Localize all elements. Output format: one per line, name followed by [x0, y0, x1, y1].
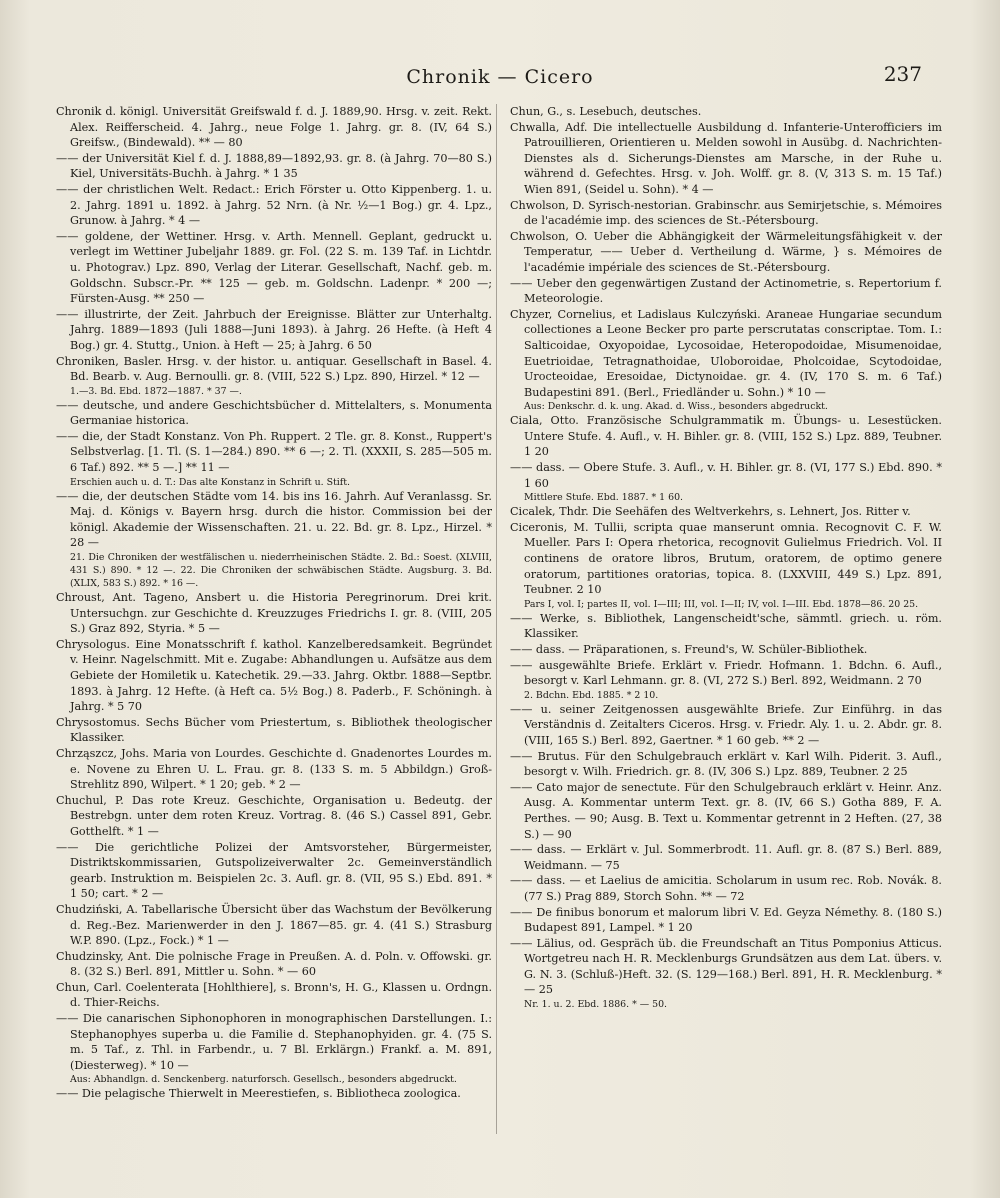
bibliography-entry: —— der christlichen Welt. Redact.: Erich Förster u. Otto Kippenberg. 1. u. 2. Jahrg. 1891 u. 1892. à Jahrg. 52 Nrn. (à Nr. ½—1 Bog.) gr. 4. Lpz., Grunow. à Jahrg. * 4 — [56, 182, 492, 228]
bibliography-entry: —— Lälius, od. Gespräch üb. die Freundschaft an Titus Pomponius Atticus. Wortgetreu nach H. R. Mecklenburgs Grundsätzen aus dem Lat. übers. v. G. N. 3. (Schluß-)Heft. 32. (S. 129—168.) Berl. 891, H. R. Mecklenburg. * — 25 [510, 936, 942, 997]
bibliography-entry: —— dass. — Präparationen, s. Freund's, W. Schüler-Bibliothek. [510, 643, 868, 656]
entry-note: 21. Die Chroniken der westfälischen u. niederrheinischen Städte. 2. Bd.: Soest. (XLVIII, 431 S.) 890. * 12 —. 22. Die Chroniken der schwäbischen Städte. Augsburg. 3. Bd. (XLIX, 583 S.) 892. * 16 —. [70, 552, 492, 590]
bibliography-entry: —— Ueber den gegenwärtigen Zustand der Actinometrie, s. Repertorium f. Meteorologie. [510, 276, 942, 306]
bibliography-entry: —— ausgewählte Briefe. Erklärt v. Friedr. Hofmann. 1. Bdchn. 6. Aufl., besorgt v. Karl Lehmann. gr. 8. (VI, 272 S.) Berl. 892, Weidmann. 2 70 [510, 658, 942, 688]
bibliography-entry: —— die, der deutschen Städte vom 14. bis ins 16. Jahrh. Auf Veranlassg. Sr. Maj. d. Königs v. Bayern hrsg. durch die histor. Commission bei der königl. Akademie der Wissenschaften. 21. u. 22. Bd. gr. 8. Lpz., Hirzel. * 28 — [56, 489, 492, 550]
entry-note: Aus: Denkschr. d. k. ung. Akad. d. Wiss., besonders abgedruckt. [524, 401, 828, 413]
bibliography-entry: Chrząszcz, Johs. Maria von Lourdes. Geschichte d. Gnadenortes Lourdes m. e. Novene zu Ehren U. L. Frau. gr. 8. (133 S. m. 5 Abbildgn.) Groß-Strehlitz 890, Wilpert. * 1 20; geb. * 2 — [56, 746, 492, 792]
bibliography-entry: Chrysologus. Eine Monatsschrift f. kathol. Kanzelberedsamkeit. Begründet v. Heinr. Nagelschmitt. Mit e. Zugabe: Abhandlungen u. Aufsätze aus dem Gebiete der Homiletik u. Katechetik. 29.—33. Jahrg. Oktbr. 1888—Septbr. 1893. à Jahrg. 12 Hefte. (à Heft ca. 5½ Bog.) 8. Paderb., F. Schöningh. à Jahrg. * 5 70 [56, 637, 492, 714]
bibliography-entry: —— der Universität Kiel f. d. J. 1888,89—1892,93. gr. 8. (à Jahrg. 70—80 S.) Kiel, Universitäts-Buchh. à Jahrg. * 1 35 [56, 151, 492, 181]
entry-note: Aus: Abhandlgn. d. Senckenberg. naturforsch. Gesellsch., besonders abgedruckt. [70, 1074, 457, 1086]
entry-note: Pars I, vol. I; partes II, vol. I—III; III, vol. I—II; IV, vol. I—III. Ebd. 1878—86. 20 25. [524, 598, 919, 610]
bibliography-entry: —— Die pelagische Thierwelt in Meerestiefen, s. Bibliotheca zoologica. [56, 1087, 461, 1101]
bibliography-entry: —— dass. — Erklärt v. Jul. Sommerbrodt. 11. Aufl. gr. 8. (87 S.) Berl. 889, Weidmann. — 75 [510, 843, 942, 872]
bibliography-entry: —— Werke, s. Bibliothek, Langenscheidt'sche, sämmtl. griech. u. röm. Klassiker. [510, 611, 942, 641]
bibliography-entry: —— die, der Stadt Konstanz. Von Ph. Ruppert. 2 Tle. gr. 8. Konst., Ruppert's Selbstverlag. [1. Tl. (S. 1—284.) 890. ** 6 —; 2. Tl. (XXXII, S. 285—505 m. 6 Taf.) 892. ** 5 —.] ** 11 — [56, 429, 492, 475]
bibliography-entry: —— Brutus. Für den Schulgebrauch erklärt v. Karl Wilh. Piderit. 3. Aufl., besorgt v. Wilh. Friedrich. gr. 8. (IV, 306 S.) Lpz. 889, Teubner. 2 25 [510, 749, 942, 779]
entry-note: Nr. 1. u. 2. Ebd. 1886. * — 50. [524, 999, 668, 1011]
page-header [0, 62, 1000, 92]
entry-note: 2. Bdchn. Ebd. 1885. * 2 10. [524, 689, 659, 701]
bibliography-entry: Chyzer, Cornelius, et Ladislaus Kulczyński. Araneae Hungariae secundum collectiones a Leone Becker pro parte perscrutatas conscriptae. Tom. I.: Salticoidae, Oxyopoidae, Lycosoidae, Heteropodoidae, Misumenoidae, Euetrioidae, Tetragnathoidae, Uloboroidae, Pholcoidae, Scytodoidae, Urocteoidae, Eresoidae, Dictynoidae. gr. 4. (IV, 170 S. m. 6 Taf.) Budapestini 891. (Berl., Friedländer u. Sohn.) * 10 — [510, 307, 942, 399]
bibliography-entry: Chun, G., s. Lesebuch, deutsches. [510, 105, 702, 118]
bibliography-entry: Chroniken, Basler. Hrsg. v. der histor. u. antiquar. Gesellschaft in Basel. 4. Bd. Bearb. v. Aug. Bernoulli. gr. 8. (VIII, 522 S.) Lpz. 890, Hirzel. * 12 — [56, 354, 492, 384]
running-title: Chronik — Cicero [406, 66, 594, 88]
bibliography-entry: Chwolson, O. Ueber die Abhängigkeit der Wärmeleitungsfähigkeit v. der Temperatur, —— Ueber d. Vertheilung d. Wärme, } s. Mémoires de l'académie impériale des sciences de St.-Pétersbourg. [510, 229, 942, 274]
bibliography-entry: —— goldene, der Wettiner. Hrsg. v. Arth. Mennell. Geplant, gedruckt u. verlegt im Wettiner Jubeljahr 1889. gr. Fol. (22 S. m. 139 Taf. in Lichtdr. u. Photograv.) Lpz. 890, Verlag der Literar. Gesellschaft, Nachf. geb. m. Goldschn. Subscr.-Pr. ** 125 — geb. m. Goldschn. Ladenpr. * 200 —; Fürsten-Ausg. ** 250 — [56, 229, 492, 306]
bibliography-entry: Chuchul, P. Das rote Kreuz. Geschichte, Organisation u. Bedeutg. der Bestrebgn. unter dem roten Kreuz. Vortrag. 8. (46 S.) Cassel 891, Gebr. Gotthelft. * 1 — [56, 793, 492, 838]
bibliography-entry: —— u. seiner Zeitgenossen ausgewählte Briefe. Zur Einführg. in das Verständnis d. Zeitalters Ciceros. Hrsg. v. Friedr. Aly. 1. u. 2. Abdr. gr. 8. (VIII, 165 S.) Berl. 892, Gaertner. * 1 60 geb. ** 2 — [510, 702, 942, 747]
bibliography-entry: Chwolson, D. Syrisch-nestorian. Grabinschr. aus Semirjetschie, s. Mémoires de l'académie imp. des sciences de St.-Pétersbourg. [510, 198, 942, 228]
page-number: 237 [883, 62, 922, 86]
entry-note: Erschien auch u. d. T.: Das alte Konstanz in Schrift u. Stift. [70, 476, 351, 488]
column-divider [496, 104, 497, 1134]
bibliography-entry: —— dass. — Obere Stufe. 3. Aufl., v. H. Bihler. gr. 8. (VI, 177 S.) Ebd. 890. * 1 60 [510, 461, 942, 490]
bibliography-entry: Ciala, Otto. Französische Schulgrammatik m. Übungs- u. Lesestücken. Untere Stufe. 4. Aufl., v. H. Bihler. gr. 8. (VIII, 152 S.) Lpz. 889, Teubner. 1 20 [510, 414, 942, 459]
bibliography-entry: —— deutsche, und andere Geschichtsbücher d. Mittelalters, s. Monumenta Germaniae historica. [56, 398, 492, 428]
bibliography-entry: Ciceronis, M. Tullii, scripta quae manserunt omnia. Recognovit C. F. W. Mueller. Pars I: Opera rhetorica, recognovit Gulielmus Friedrich. Vol. II continens de oratore libros, Brutum, oratorem, de optimo genere oratorum, partitiones oratorias, topica. 8. (LXXVIII, 449 S.) Lpz. 891, Teubner. 2 10 [510, 520, 942, 597]
bibliography-entry: —— dass. — et Laelius de amicitia. Scholarum in usum rec. Rob. Novák. 8. (77 S.) Prag 889, Storch Sohn. ** — 72 [510, 874, 942, 903]
entry-note: Mittlere Stufe. Ebd. 1887. * 1 60. [524, 492, 684, 504]
bibliography-entry: Chudzinsky, Ant. Die polnische Frage in Preußen. A. d. Poln. v. Offowski. gr. 8. (32 S.) Berl. 891, Mittler u. Sohn. * — 60 [56, 949, 492, 979]
bibliography-entry: Chrysostomus. Sechs Bücher vom Priestertum, s. Bibliothek theologischer Klassiker. [56, 715, 492, 745]
right-column [510, 104, 942, 1011]
bibliography-entry: Chun, Carl. Coelenterata [Hohlthiere], s. Bronn's, H. G., Klassen u. Ordngn. d. Thier-Reichs. [56, 980, 492, 1010]
bibliography-entry: Chroust, Ant. Tageno, Ansbert u. die Historia Peregrinorum. Drei krit. Untersuchgn. zur Geschichte d. Kreuzzuges Friedrichs I. gr. 8. (VIII, 205 S.) Graz 892, Styria. * 5 — [56, 591, 492, 636]
bibliography-entry: —— Cato major de senectute. Für den Schulgebrauch erklärt v. Heinr. Anz. Ausg. A. Kommentar unterm Text. gr. 8. (IV, 66 S.) Gotha 889, F. A. Perthes. — 90; Ausg. B. Text u. Kommentar getrennt in 2 Heften. (27, 38 S.) — 90 [510, 780, 942, 841]
bibliography-entry: —— Die canarischen Siphonophoren in monographischen Darstellungen. I.: Stephanophyes superba u. die Familie d. Stephanophyiden. gr. 4. (75 S. m. 5 Taf., z. Thl. in Farbendr., u. 7 Bl. Erklärgn.) Frankf. a. M. 891, (Diesterweg). * 10 — [56, 1012, 492, 1072]
bibliography-entry: —— illustrirte, der Zeit. Jahrbuch der Ereignisse. Blätter zur Unterhaltg. Jahrg. 1889—1893 (Juli 1888—Juni 1893). à Jahrg. 26 Hefte. (à Heft 4 Bog.) gr. 4. Stuttg., Union. à Heft — 25; à Jahrg. 6 50 [56, 307, 492, 352]
left-column [56, 104, 492, 1102]
bibliography-entry: —— De finibus bonorum et malorum libri V. Ed. Geyza Némethy. 8. (180 S.) Budapest 891, Lampel. * 1 20 [510, 905, 942, 935]
bibliography-entry: Cicalek, Thdr. Die Seehäfen des Weltverkehrs, s. Lehnert, Jos. Ritter v. [510, 505, 911, 519]
bibliography-entry: Chwalla, Adf. Die intellectuelle Ausbildung d. Infanterie-Unterofficiers im Patrouillieren, Orientieren u. Melden sowohl in Ausübg. d. Nachrichten-Dienstes als d. Sicherungs-Dienstes am Marsche, in der Ruhe u. während d. Gefechtes. Hrsg. v. Joh. Wolff. gr. 8. (V, 313 S. m. 15 Taf.) Wien 891, (Seidel u. Sohn). * 4 — [510, 120, 942, 196]
bibliography-entry: Chronik d. königl. Universität Greifswald f. d. J. 1889,90. Hrsg. v. zeit. Rekt. Alex. Reifferscheid. 4. Jahrg., neue Folge 1. Jahrg. gr. 8. (IV, 64 S.) Greifsw., (Bindewald). ** — 80 [56, 105, 492, 150]
bibliography-entry: —— Die gerichtliche Polizei der Amtsvorsteher, Bürgermeister, Distriktskommissarien, Gutspolizeiverwalter 2c. Gemeinverständlich gearb. Instruktion m. Beispielen 2c. 3. Aufl. gr. 8. (VII, 95 S.) Ebd. 891. * 1 50; cart. * 2 — [56, 840, 492, 901]
bibliography-entry: Chudziński, A. Tabellarische Übersicht über das Wachstum der Bevölkerung d. Reg.-Bez. Marienwerder in den J. 1867—85. gr. 4. (41 S.) Strasburg W.P. 890. (Lpz., Fock.) * 1 — [56, 902, 492, 948]
entry-note: 1.—3. Bd. Ebd. 1872—1887. * 37 —. [70, 385, 242, 397]
